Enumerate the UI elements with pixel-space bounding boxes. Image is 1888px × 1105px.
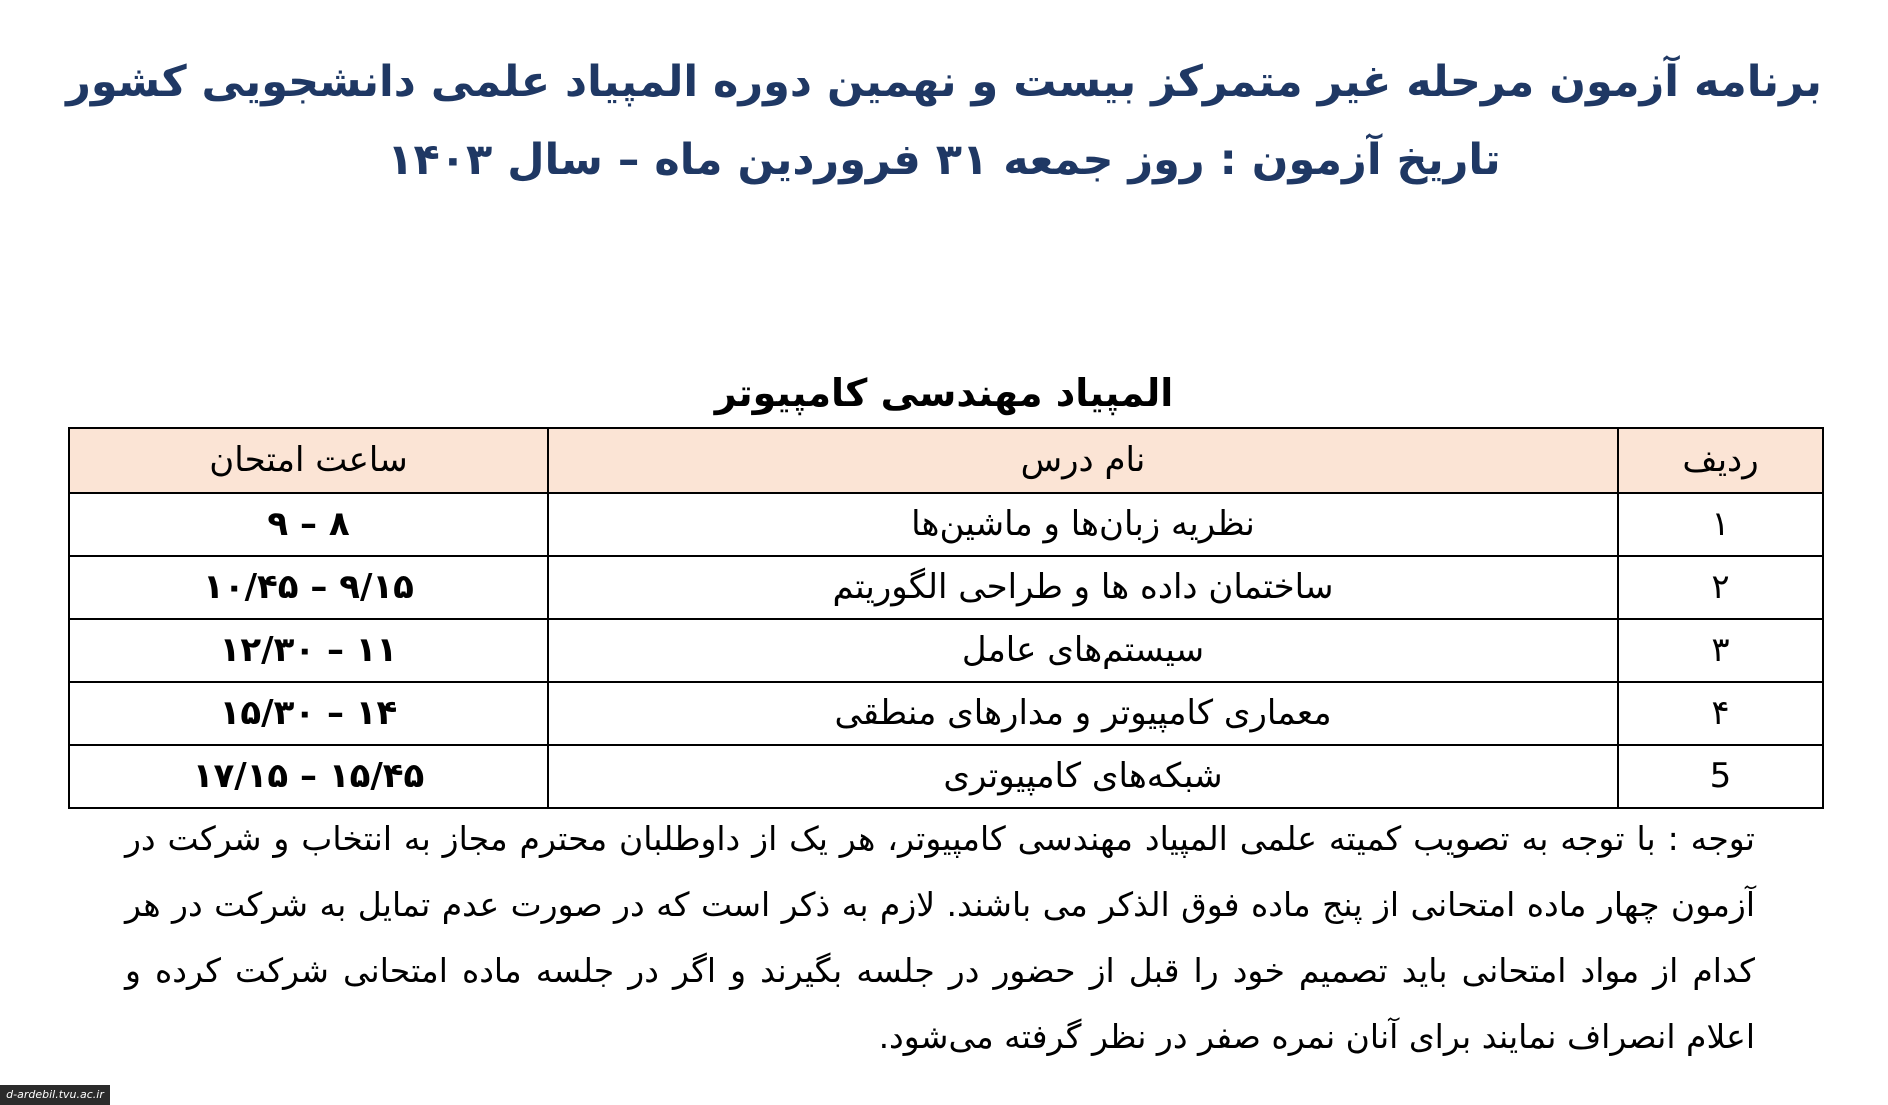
exam-time: ۹/۱۵ – ۱۰/۴۵ <box>69 556 548 619</box>
table-row <box>69 619 1823 682</box>
exam-time: ۱۱ – ۱۲/۳۰ <box>69 619 548 682</box>
course-name: سیستم‌های عامل <box>548 619 1618 682</box>
table-row <box>69 745 1823 808</box>
table-header-row <box>69 428 1823 493</box>
row-number: ۲ <box>1618 556 1823 619</box>
exam-date: تاریخ آزمون : روز جمعه ۳۱ فروردین ماه – سال ۱۴۰۳ <box>387 135 1501 185</box>
note-paragraph: توجه : با توجه به تصویب کمیته علمی المپیاد مهندسی کامپیوتر، هر یک از داوطلبان محترم مجاز به انتخاب و شرکت در آزمون چهار ماده امتحانی از پنج ماده فوق الذکر می باشند. لازم به ذکر است که در صورت عدم تمایل به شرکت در هر کدام از مواد امتحانی باید تصمیم خود را قبل از حضور در جلسه بگیرند و اگر در جلسه ماده امتحانی شرکت کرده و اعلام انصراف نمایند برای آنان نمره صفر در نظر گرفته می‌شود. <box>125 819 1755 1056</box>
course-name: ساختمان داده ها و طراحی الگوریتم <box>548 556 1618 619</box>
row-number: ۴ <box>1618 682 1823 745</box>
row-number: ۳ <box>1618 619 1823 682</box>
page-title: برنامه آزمون مرحله غیر متمرکز بیست و نهمین دوره المپیاد علمی دانشجویی کشور <box>66 57 1822 107</box>
exam-schedule-table <box>68 427 1824 809</box>
row-number: ۱ <box>1618 493 1823 556</box>
header-course-name: نام درس <box>548 428 1618 493</box>
table-row <box>69 493 1823 556</box>
course-name: نظریه زبان‌ها و ماشین‌ها <box>548 493 1618 556</box>
exam-time: ۸ – ۹ <box>69 493 548 556</box>
exam-time: ۱۵/۴۵ – ۱۷/۱۵ <box>69 745 548 808</box>
course-name: شبکه‌های کامپیوتری <box>548 745 1618 808</box>
row-number: 5 <box>1618 745 1823 808</box>
header-exam-time: ساعت امتحان <box>69 428 548 493</box>
site-watermark: d-ardebil.tvu.ac.ir <box>0 1085 110 1105</box>
exam-time: ۱۴ – ۱۵/۳۰ <box>69 682 548 745</box>
table-row <box>69 556 1823 619</box>
table-row <box>69 682 1823 745</box>
course-name: معماری کامپیوتر و مدارهای منطقی <box>548 682 1618 745</box>
table-title: المپیاد مهندسی کامپیوتر <box>714 371 1174 415</box>
header-row-number: ردیف <box>1618 428 1823 493</box>
